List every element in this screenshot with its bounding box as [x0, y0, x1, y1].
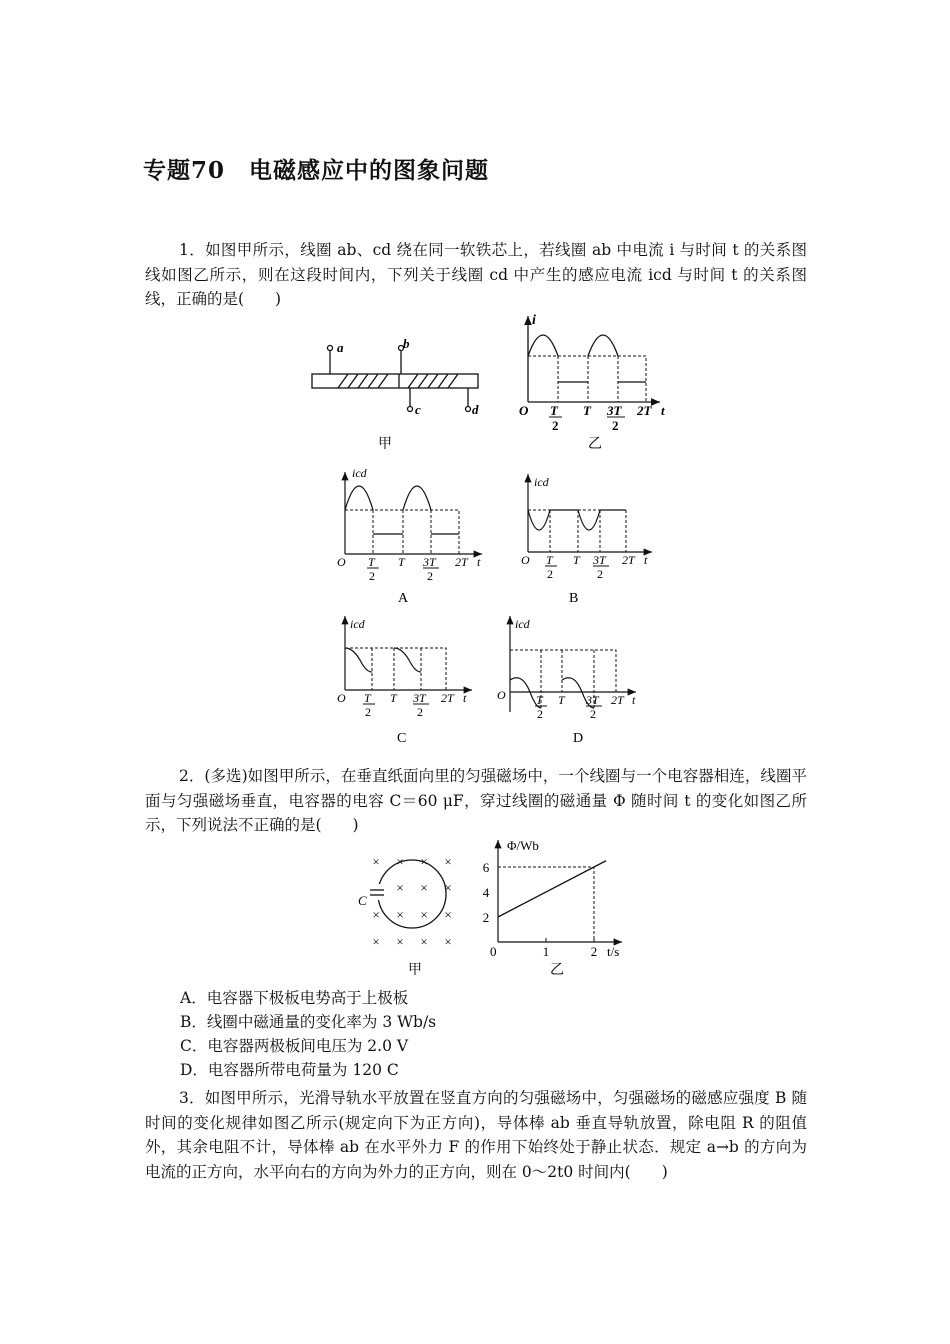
flux-graph-axes [498, 840, 622, 942]
tick-t: T [583, 403, 591, 418]
flux-y-tick: 6 [482, 860, 490, 875]
fig-yi-t-axis: t [661, 403, 665, 418]
option-d-tick-2t: 2T [611, 693, 624, 707]
question-2-option-c: C．电容器两极板间电压为 2.0 V [180, 1037, 409, 1055]
coil-circle [370, 860, 446, 928]
fig2-jia-caption: 甲 [408, 963, 422, 978]
option-d-tick-3t-half-den: 2 [590, 707, 596, 721]
option-c-tick-2t: 2T [441, 691, 454, 705]
option-b-tick-2t: 2T [622, 553, 635, 567]
option-d-origin: O [497, 688, 506, 702]
field-cross: × [420, 854, 428, 869]
field-cross: × [396, 854, 404, 869]
magnetic-field-crosses [372, 854, 451, 949]
question-3-text: 3．如图甲所示，光滑导轨水平放置在竖直方向的匀强磁场中，匀强磁场的磁感应强度 B 随时间的变化规律如图乙所示(规定向下为正方向)，导体棒 ab 垂直导轨放置，除电阻 R 的阻值外，其余电阻不计，导体棒 ab 在水平外力 F 的作用下始终处于静止状态．规定 a→b 的方向为电流的正方向，水平向右的方向为外力的正方向，则在 0～2t0 时间内( ) [145, 1089, 807, 1181]
option-b-tick-3t-half-den: 2 [597, 567, 603, 581]
option-b-t-axis: t [644, 553, 648, 567]
field-cross: × [396, 907, 404, 922]
fig-yi-graph [528, 316, 660, 402]
option-b-label: B [569, 591, 579, 606]
option-a-tick-2t: 2T [455, 555, 468, 569]
option-c-origin: O [337, 691, 346, 705]
option-c-label: C [397, 731, 407, 746]
option-a-label: A [398, 591, 409, 606]
fig-yi-caption: 乙 [588, 437, 602, 452]
fig-yi-ylabel: i [532, 313, 536, 328]
flux-xlabel: t/s [607, 944, 620, 959]
option-b-origin: O [521, 553, 530, 567]
flux-x-tick: 1 [542, 944, 550, 959]
terminal-a: a [337, 340, 344, 355]
option-a-graph [345, 472, 482, 554]
option-a-tick-t-half: T [368, 555, 375, 569]
option-d-label: D [573, 731, 584, 746]
tick-3t-half: 3T [607, 403, 622, 418]
option-d-tick-t-half-den: 2 [537, 707, 543, 721]
flux-guide [498, 867, 594, 942]
option-a-tick-3t-half-den: 2 [427, 569, 433, 583]
option-c-t-axis: t [463, 691, 467, 705]
field-cross: × [444, 934, 452, 949]
option-c-tick-t-half: T [364, 691, 371, 705]
flux-y-tick: 2 [482, 910, 490, 925]
option-a-origin: O [337, 555, 346, 569]
option-b-tick-t: T [573, 553, 580, 567]
option-a-tick-t-half-den: 2 [369, 569, 375, 583]
question-2-text: 2．(多选)如图甲所示，在垂直纸面向里的匀强磁场中，一个线圈与一个电容器相连，线圈平面与匀强磁场垂直，电容器的电容 C＝60 μF，穿过线圈的磁通量 Φ 随时间 t 的变化如图乙所示，下列说法不正确的是( ) [145, 767, 807, 834]
option-d-tick-t: T [558, 693, 565, 707]
option-a-tick-t: T [398, 555, 405, 569]
flux-y-tick: 4 [482, 885, 490, 900]
option-d-tick-t-half: T [536, 693, 543, 707]
question-2-option-b: B．线圈中磁通量的变化率为 3 Wb/s [180, 1013, 437, 1031]
flux-graph-gridlines [498, 867, 594, 942]
option-b-ylabel: icd [534, 475, 549, 489]
question-2-figures [350, 834, 640, 984]
flux-x-tick: 2 [590, 944, 598, 959]
option-b-tick-t-half: T [546, 553, 553, 567]
option-a-ylabel: icd [352, 466, 367, 480]
field-cross: × [372, 907, 380, 922]
flux-data-line [498, 861, 606, 917]
option-c-tick-t: T [390, 691, 397, 705]
question-2-option-a: A．电容器下极板电势高于上极板 [180, 989, 409, 1007]
terminal-c: c [415, 402, 421, 417]
tick-3t-half-den: 2 [612, 418, 619, 433]
question-1-text: 1．如图甲所示，线圈 ab、cd 绕在同一软铁芯上，若线圈 ab 中电流 i 与时间 t 的关系图线如图乙所示，则在这段时间内，下列关于线圈 cd 中产生的感应电流 icd 与时间 t 的关系图线，正确的是( ) [145, 241, 807, 308]
option-c-tick-3t-half: 3T [413, 691, 426, 705]
field-cross: × [420, 907, 428, 922]
flux-ylabel: Φ/Wb [507, 838, 539, 853]
field-cross: × [444, 854, 452, 869]
terminal-b: b [403, 336, 410, 351]
field-cross: × [396, 880, 404, 895]
option-b-tick-t-half-den: 2 [547, 567, 553, 581]
question-1-figures [300, 310, 820, 750]
fig2-yi-caption: 乙 [550, 963, 564, 978]
field-cross: × [444, 907, 452, 922]
option-d-ylabel: icd [515, 617, 530, 631]
field-cross: × [420, 934, 428, 949]
option-b-tick-3t-half: 3T [593, 553, 606, 567]
fig-yi-origin: O [519, 403, 529, 418]
tick-t-half-den: 2 [552, 418, 559, 433]
option-a-t-axis: t [477, 555, 481, 569]
field-cross: × [396, 934, 404, 949]
question-2-option-d: D．电容器所带电荷量为 120 C [180, 1061, 399, 1079]
flux-origin: 0 [490, 944, 497, 959]
fig-jia-caption: 甲 [378, 437, 392, 452]
tick-2t: 2T [637, 403, 652, 418]
page-title: 专题70 电磁感应中的图象问题 [143, 157, 490, 184]
option-a-tick-3t-half: 3T [423, 555, 436, 569]
field-cross: × [444, 880, 452, 895]
option-c-tick-t-half-den: 2 [365, 705, 371, 719]
option-d-tick-3t-half: 3T [586, 693, 599, 707]
field-cross: × [420, 880, 428, 895]
option-d-t-axis: t [632, 693, 636, 707]
option-c-ylabel: icd [350, 617, 365, 631]
field-cross: × [372, 854, 380, 869]
terminal-d: d [472, 402, 479, 417]
field-cross: × [372, 934, 380, 949]
tick-t-half: T [550, 403, 558, 418]
fig-jia-coil [312, 346, 478, 412]
capacitor-label: C [358, 893, 367, 908]
option-c-tick-3t-half-den: 2 [417, 705, 423, 719]
